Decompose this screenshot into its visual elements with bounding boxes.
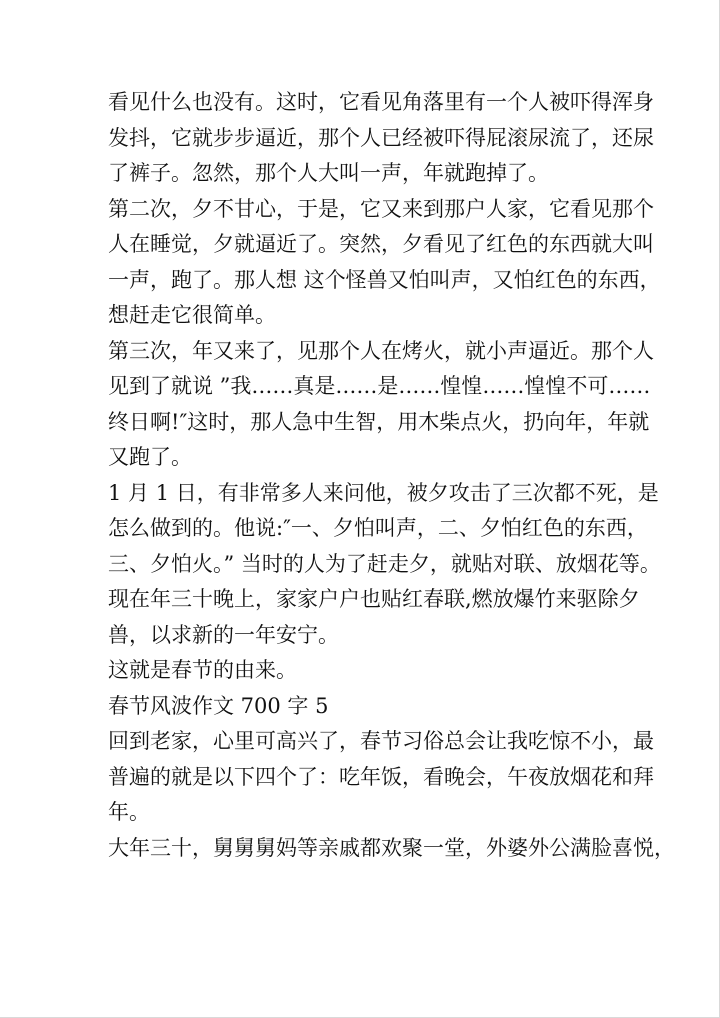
text-line: 回到老家，心里可高兴了，春节习俗总会让我吃惊不小，最 (108, 729, 654, 753)
text-line: 1 月 1 日，有非常多人来问他，被夕攻击了三次都不死，是 (108, 480, 659, 505)
text-line: 这就是春节的由来。 (108, 658, 297, 682)
text-line: 了裤子。忽然，那个人大叫一声，年就跑掉了。 (108, 161, 549, 185)
text-line: 看见什么也没有。这时，它看见角落里有一个人被吓得浑身 (108, 90, 654, 114)
text-line: 年。 (108, 800, 150, 824)
text-line: 终日啊!″这时，那人急中生智，用木柴点火，扔向年，年就 (108, 409, 650, 434)
text-line: 第三次，年又来了，见那个人在烤火，就小声逼近。那个人 (108, 338, 654, 363)
text-line: 三、夕怕火。” 当时的人为了赶走夕，就贴对联、放烟花等。 (108, 551, 661, 576)
text-line: 兽，以求新的一年安宁。 (108, 622, 339, 647)
text-line: 现在年三十晚上，家家户户也贴红春联,燃放爆竹来驱除夕 (108, 587, 640, 611)
text-line: 普遍的就是以下四个了：吃年饭，看晚会，午夜放烟花和拜 (108, 764, 654, 789)
text-line: 人在睡觉，夕就逼近了。突然，夕看见了红色的东西就大叫 (108, 232, 654, 256)
text-line: 第二次，夕不甘心，于是，它又来到那户人家，它看见那个 (108, 196, 654, 221)
text-line: 怎么做到的。他说:″一、夕怕叫声，二、夕怕红色的东西， (108, 516, 648, 540)
section-heading: 春节风波作文 700 字 5 (108, 693, 329, 718)
text-line: 发抖，它就步步逼近，那个人已经被吓得屁滚尿流了，还尿 (108, 125, 654, 150)
document-body (108, 85, 675, 866)
text-line: 一声，跑了。那人想 这个怪兽又怕叫声，又怕红色的东西， (108, 267, 661, 292)
text-line: 大年三十，舅舅舅妈等亲戚都欢聚一堂，外婆外公满脸喜悦， (108, 835, 675, 860)
text-line: 想赶走它很简单。 (108, 303, 276, 327)
text-line: 又跑了。 (108, 445, 192, 469)
text-line: 见到了就说 ”我……真是……是……惶惶……惶惶不可…… (108, 374, 651, 398)
